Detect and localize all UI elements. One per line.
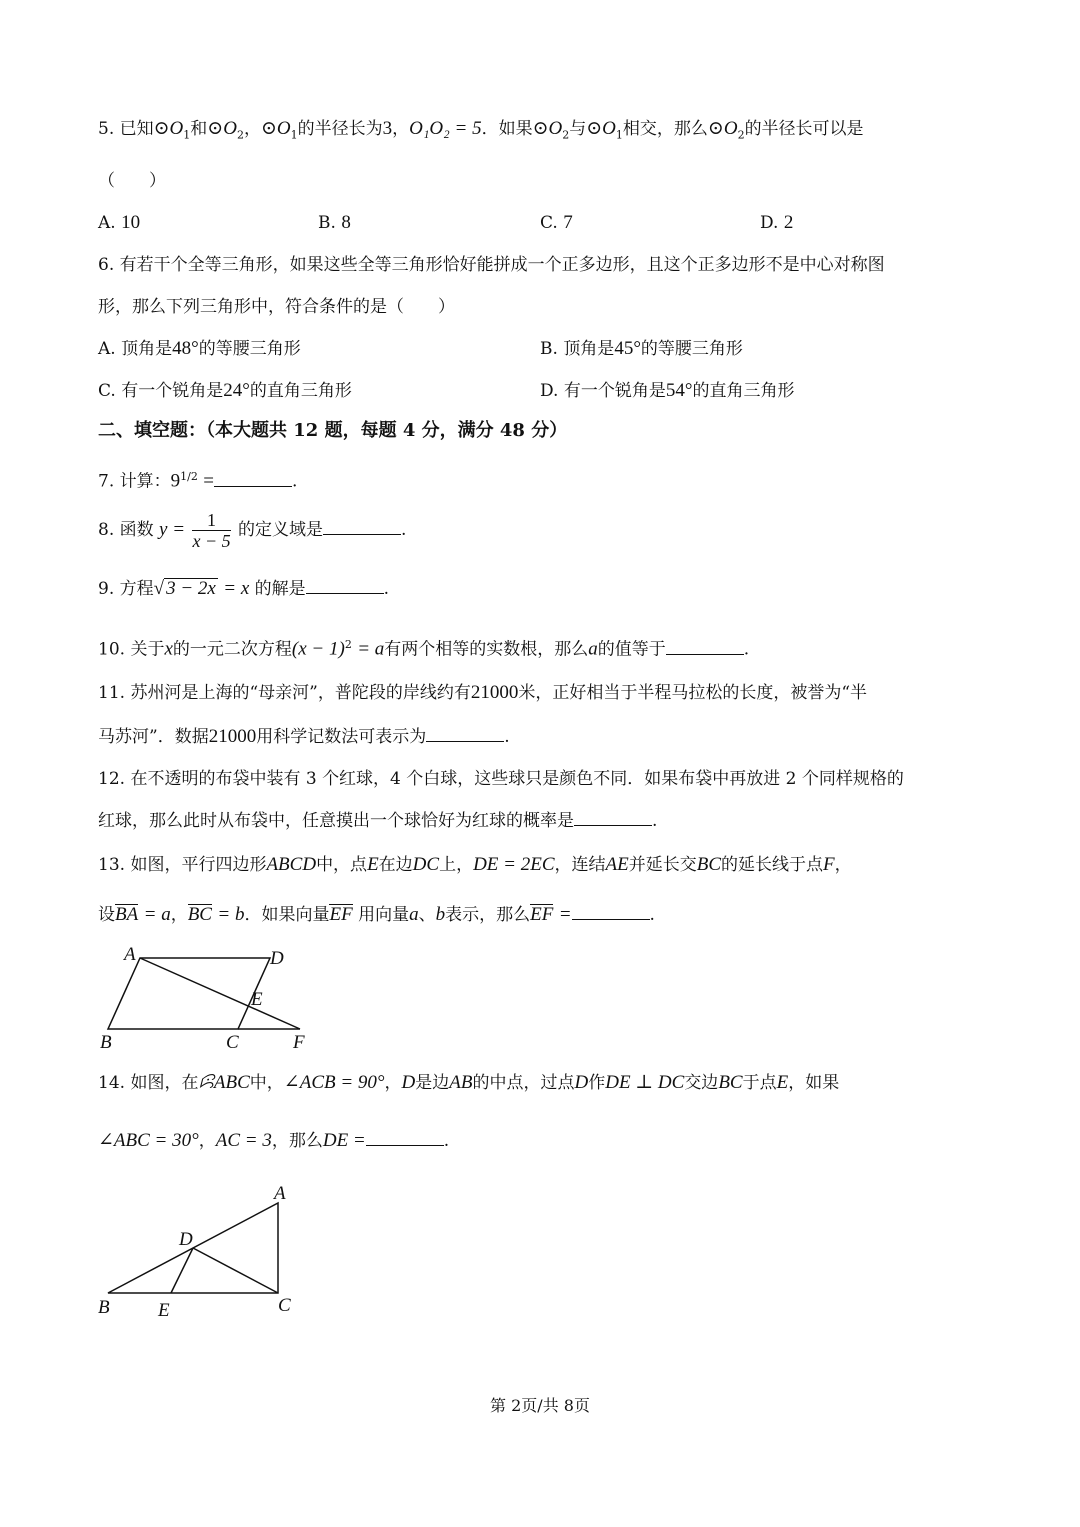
q5-text-8: 相交，那么 [622,119,708,139]
q7-line [98,466,297,493]
q14-t7: 交边 [684,1073,719,1093]
q13-vec-b: b [435,904,446,925]
q12-answer-blank[interactable] [574,811,652,826]
q13-l2-1: 设 [98,905,115,925]
q12-line2 [98,810,657,832]
q10-pre: 关于 [130,639,165,660]
q13-label-e: E [251,989,263,1010]
q9-radicand: 3 − 2x [166,578,216,599]
q14-label-a: A [274,1183,286,1204]
q14-t2: 中， [249,1073,284,1093]
q11-number-2: 21000 [208,726,257,747]
q13-label-f: F [293,1032,305,1053]
q14-t9: ，如果 [788,1073,840,1093]
q14-angle: ∠ACB = 90° [283,1072,385,1093]
q14-de: DE = [322,1130,366,1151]
q13-l2-4: 表示，那么 [445,905,531,925]
q5-radius: 3 [382,118,393,139]
section-2-heading: 二、填空题：（本大题共 12 题，每题 4 分，满分 48 分） [98,420,568,441]
q13-abcd: ABCD [266,854,317,875]
q14-t4: 是边 [415,1073,450,1093]
q9-answer-blank[interactable] [306,579,384,594]
q7-equals: = [203,470,214,492]
q13-t3: 在边 [378,855,413,875]
q11-text-4: 用科学记数法可表示为 [256,727,427,747]
q13-dc: DC [412,854,440,875]
q5-circle-o1-c: ⊙O [586,118,616,139]
q8-end: . [401,520,407,540]
q13-end: . [649,905,655,925]
q5-text-9: 的半径长可以是 [744,119,864,139]
q10-var: x [164,638,173,660]
q13-vector-b-eq: = b [217,904,245,925]
q5-circle-o2-c: ⊙O [707,118,738,139]
q14-line2 [98,1130,449,1152]
q13-t5: ，连结 [554,855,606,875]
q10-a: a [588,638,598,660]
q13-ae: AE [605,854,629,875]
q13-l2-3: 用向量 [358,905,410,925]
q5-option-d: D. 2 [760,212,794,233]
q10-equation: (x − 1) [291,638,345,660]
q5-sub-1: 1 [183,128,191,142]
q13-label-a: A [124,944,136,965]
q12-line1: 12. 在不透明的布袋中装有 3 个红球，4 个白球，这些球只是颜色不同．如果布袋中再放进 2 个同样规格的 [98,769,904,789]
q11-line2 [98,726,510,748]
q9-rhs: = x [223,578,250,599]
q5-text-3: ， [243,119,261,139]
q7-answer-blank[interactable] [214,472,292,487]
q6-option-c: C. 有一个锐角是24°的直角三角形 [98,380,352,401]
q5-distance: O₁O₂ = 5 [409,118,482,139]
q14-end: . [443,1131,450,1151]
q12-text: 红球，那么此时从布袋中，任意摸出一个球恰好为红球的概率是 [98,811,574,831]
q5-circle-o1-b: ⊙O [260,118,291,139]
q13-t1: 如图，平行四边形 [130,855,267,875]
q13-f: F [823,854,835,875]
q5-line1 [98,118,864,146]
q13-label-c: C [226,1032,239,1053]
q8-line [98,508,406,552]
q14-line1 [98,1072,839,1094]
q10-square: 2 [344,638,352,651]
q5-sub-6: 2 [737,128,745,142]
q5-sub-5: 1 [615,128,623,142]
q5-option-a: A. 10 [98,212,141,233]
q14-l2-c: ，那么 [271,1131,323,1151]
q13-vector-bc: BC [187,904,212,925]
q13-eq: DE = 2EC [473,854,555,875]
q8-answer-blank[interactable] [323,520,401,535]
q13-comma: ， [170,905,188,925]
q5-option-b: B. 8 [318,212,351,233]
q11-number-1: 21000 [470,682,519,703]
q14-d2: D [574,1072,589,1093]
q14-l2-b: ， [198,1131,216,1151]
q12-end: . [652,811,658,831]
q5-circle-o2-b: ⊙O [532,118,563,139]
q14-bc: BC [718,1072,743,1093]
q5-sub-3: 1 [290,128,298,142]
q5-paren: （ ） [98,171,166,191]
q14-d: D [401,1072,416,1093]
q13-bc: BC [696,854,722,875]
q13-label-b: B [100,1032,112,1053]
q7-number: 7. [98,471,115,492]
q9-text: 方程 [119,579,154,599]
q13-t4: 上， [439,855,474,875]
q14-ac: AC = 3 [215,1130,272,1151]
q14-t3: ， [384,1073,402,1093]
q10-equation-rhs: = a [357,638,385,660]
q6-option-b: B. 顶角是45°的等腰三角形 [540,338,743,359]
q8-fraction: $\frac{1}{x - 5}$ [192,510,231,551]
q7-exponent: 1/2 [180,470,198,483]
q5-text-4: 的半径长为 [297,119,383,139]
q5-text-6: ．如果 [481,119,533,139]
q7-text: 计算： [119,471,171,492]
q8-post: 的定义域是 [238,520,324,540]
q5-text-5: ， [392,119,410,139]
q5-option-c: C. 7 [540,212,573,233]
q9-line [98,578,389,600]
q9-radical-sign: √ [153,578,165,599]
q13-t7: 的延长线于点 [721,855,824,875]
q9-post: 的解是 [254,579,306,599]
q13-vector-ef-2: EF [530,904,554,925]
q14-line-dc [193,1248,278,1293]
q5-number: 5. [98,119,115,139]
q13-answer-blank[interactable] [572,905,650,920]
q13-number: 13. [98,855,126,875]
q10-line [98,634,749,661]
q10-end: . [743,639,750,660]
q14-number: 14. [98,1073,126,1093]
q14-label-b: B [98,1297,110,1318]
q14-perp: DE ⊥ DC [605,1072,685,1093]
q5-text-2: 和 [190,119,208,139]
q13-sep: 、 [418,905,436,925]
q13-t2: 中，点 [316,855,368,875]
q5-sub-2: 2 [236,128,244,142]
q14-t8: 于点 [742,1073,777,1093]
q14-label-d: D [179,1229,193,1250]
q6-line1: 6. 有若干个全等三角形，如果这些全等三角形恰好能拼成一个正多边形，且这个正多边形不是中心对称图 [98,255,885,275]
q13-l2-2: ．如果向量 [244,905,330,925]
q14-triangle-figure [90,1175,320,1325]
q7-end: . [291,471,298,492]
q14-ab: AB [449,1072,473,1093]
q8-lhs: y = [159,519,186,540]
q13-label-d: D [270,948,284,969]
q14-t6: 作 [588,1073,606,1093]
q6-line2: 形，那么下列三角形中，符合条件的是（ ） [98,297,455,317]
q11-answer-blank[interactable] [426,727,504,742]
q13-t6: 并延长交 [628,855,697,875]
q13-t8: ， [834,855,852,875]
q14-label-c: C [278,1295,291,1316]
q13-line2 [98,904,655,926]
q8-text: 函数 [119,520,154,540]
q5-circle-o1: ⊙O [153,118,184,139]
q10-mid: 的一元二次方程 [172,639,292,660]
q14-angle-abc: ∠ABC = 30° [98,1130,199,1151]
q14-label-e: E [158,1300,170,1321]
q13-line1 [98,854,852,876]
q13-e: E [367,854,379,875]
q8-number: 8. [98,520,115,540]
q6-option-a: A. 顶角是48°的等腰三角形 [98,338,301,359]
q10-post2: 的值等于 [597,639,666,660]
q5-sub-4: 2 [562,128,570,142]
q11-end: . [504,727,510,747]
q13-vec-a: a [409,904,419,925]
q14-t1: 如图，在 [130,1073,199,1093]
q13-eq2: = [558,904,572,925]
q13-parallelogram [108,958,270,1029]
page-footer: 第 2页/共 8页 [490,1396,590,1415]
q9-number: 9. [98,579,115,599]
q9-end: . [383,579,390,599]
q14-t5: 的中点，过点 [472,1073,575,1093]
q10-post: 有两个相等的实数根，那么 [384,639,589,660]
q5-circle-o2: ⊙O [207,118,237,139]
q11-text-3: 马苏河”．数据 [98,727,209,747]
q13-vector-ba: BA [115,904,139,925]
q5-text-1: 已知 [119,119,154,139]
q11-text-2: 米，正好相当于半程马拉松的长度，被誉为“半 [518,683,868,703]
q14-triangle: ꕸABC [198,1072,250,1093]
q14-line-de [171,1248,193,1293]
q7-base: 9 [170,470,181,492]
q5-text-7: 与 [569,119,587,139]
q14-answer-blank[interactable] [366,1131,444,1146]
q11-line1 [98,682,867,704]
q10-answer-blank[interactable] [666,640,744,655]
q13-vector-a-eq: = a [143,904,171,925]
q13-parallelogram-figure [90,940,330,1055]
q10-number: 10. [98,639,126,660]
q6-option-d: D. 有一个锐角是54°的直角三角形 [540,380,795,401]
q13-vector-ef: EF [329,904,353,925]
q11-text-1: 11. 苏州河是上海的“母亲河”，普陀段的岸线约有 [98,683,471,703]
q14-e: E [776,1072,789,1093]
